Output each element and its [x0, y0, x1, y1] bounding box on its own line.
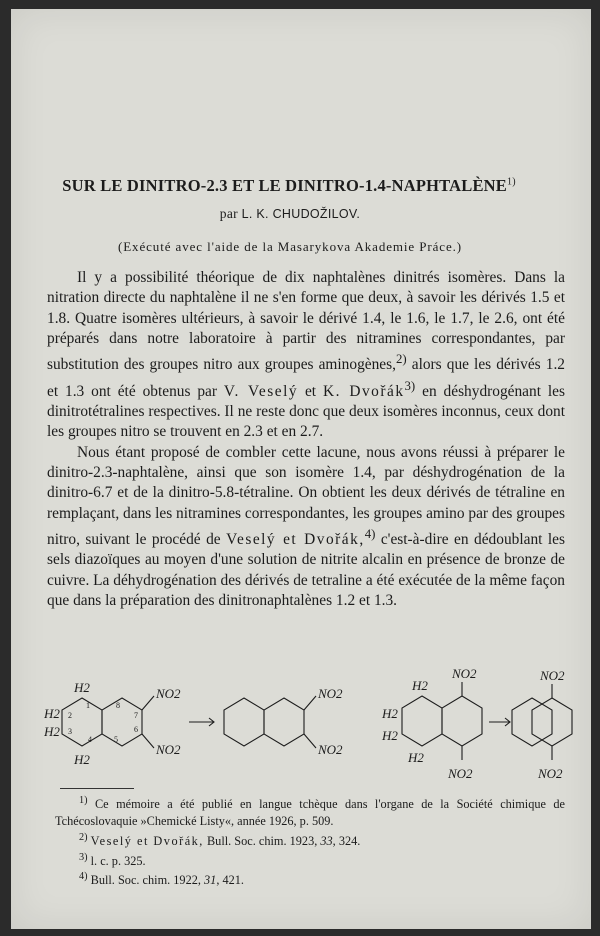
naphthalene-ring-right — [264, 698, 304, 746]
paragraph-1-text-c: et — [298, 382, 323, 400]
no2-label-1: NO2 — [156, 686, 181, 701]
no2-label-8: NO2 — [538, 766, 563, 781]
h2-label-left-1: H2 — [44, 706, 60, 721]
h2-label-top: H2 — [74, 680, 90, 695]
no2-label-7: NO2 — [540, 668, 565, 683]
footnote-4-mark: 4) — [79, 871, 88, 883]
reaction-formulas — [44, 668, 574, 786]
footnote-ref-4: 4) — [364, 526, 376, 541]
h2-label-r2-top: H2 — [412, 678, 428, 693]
no2-label-4: NO2 — [318, 742, 343, 757]
footnote-2-end: , 324. — [332, 833, 361, 848]
footnote-ref-2: 2) — [395, 352, 407, 367]
paragraph-2-text-a: Nous étant proposé de combler cette lacune, nous avons réussi à préparer le dinitro-2.3-naphtalène, ainsi que son isomère 1.4, par déshydrogénation de la dinitro-6.7 et de la dinitro-5.8-tétraline. On obtient les deux dérivés de tétraline en remplaçant, dans les nitramines correspondantes, les groupes amino par des groupes nitro, suivant le procédé de — [47, 443, 565, 548]
footnote-1-mark: 1) — [79, 795, 88, 806]
footnote-3 — [55, 850, 565, 870]
author-dvorak: K. Dvořák — [322, 382, 405, 400]
tetraline-58-ring-right — [442, 696, 482, 746]
author-prefix: par — [219, 206, 238, 221]
no2-label-6: NO2 — [448, 766, 473, 781]
footnote-4-text: Bull. Soc. chim. 1922, — [90, 873, 205, 888]
author-name: L. K. CHUDOŽILOV. — [241, 207, 361, 221]
ring-number-8: 8 — [116, 701, 120, 710]
title-text: SUR LE DINITRO-2.3 ET LE DINITRO-1.4-NAPHTALÈNE — [62, 176, 507, 195]
footnotes — [55, 793, 565, 889]
author-line — [0, 206, 580, 222]
footnote-4 — [55, 869, 565, 889]
tetraline-ring-left — [62, 698, 102, 746]
paragraph-2 — [47, 443, 565, 612]
no2-label-2: NO2 — [156, 742, 181, 757]
article-title — [0, 176, 589, 196]
tetraline-58-ring-left — [402, 696, 442, 746]
paragraph-1 — [47, 268, 565, 443]
footnote-ref-3: 3) — [404, 378, 416, 393]
footnote-2-volume: 33 — [320, 833, 333, 848]
no2-label-5: NO2 — [452, 668, 477, 681]
footnote-3-mark: 3) — [79, 851, 88, 863]
tetraline-ring-right — [102, 698, 142, 746]
article-body — [47, 268, 565, 611]
ring-number-5: 5 — [114, 735, 118, 744]
footnote-2-names: Veselý et Dvořák, — [90, 833, 204, 848]
h2-label-r2-left-2: H2 — [382, 728, 398, 743]
title-footnote-ref: 1) — [507, 176, 516, 188]
ring-number-7: 7 — [134, 711, 138, 720]
paragraph-1-text-b: alors que les dérivés 1.2 et 1.3 ont été obtenus par — [47, 356, 565, 400]
ring-number-3: 3 — [68, 727, 72, 736]
footnote-3-text: l. c. p. 325. — [90, 853, 146, 868]
footnote-4-end: , 421. — [216, 873, 244, 888]
h2-label-r2-left-1: H2 — [382, 706, 398, 721]
paragraph-1-text-d: en déshydrogénant les dinitrotétralines respectives. Il ne reste donc que deux isomères inconnus, ceux dont les groupes nitro se trouvent en 2.3 et en 2.7. — [47, 382, 565, 441]
footnote-1-text: Ce mémoire a été publié en langue tchèque dans l'organe de la Société chimique de Tchécoslovaquie »Chemické Listy«, année 1926, p. 509. — [55, 797, 565, 828]
footnote-2 — [55, 830, 565, 850]
ring-number-2: 2 — [68, 711, 72, 720]
h2-label-bottom: H2 — [74, 752, 90, 767]
ring-number-1: 1 — [86, 701, 90, 710]
footnote-rule — [60, 788, 134, 789]
paragraph-2-text-b: c'est-à-dire en dédoublant les sels diazoïques au moyen d'une solution de nitrite alcalin en présence de bronze de cuivre. La déhydrogénation des dérivés de tetraline a été exécutée de la même façon que dans la préparation des dinitronaphtalènes 1.2 et 1.3. — [47, 530, 565, 609]
ring-number-6: 6 — [134, 725, 138, 734]
author-vesely: V. Veselý — [223, 382, 299, 400]
footnote-4-volume: 31 — [204, 873, 217, 888]
authors-vesely-dvorak: Veselý et Dvořák, — [226, 530, 365, 548]
footnote-1 — [55, 793, 565, 830]
h2-label-r2-bottom: H2 — [408, 750, 424, 765]
paragraph-1-text-a: Il y a possibilité théorique de dix naphtalènes dinitrés isomères. Dans la nitration directe du naphtalène il ne s'en forme que deux, à savoir les dérivés 1.5 et 1.8. Quatre isomères ultérieurs, à savoir le dérivé 1.4, le 1.6, le 1.7, le 2.6, ont été préparés dans notre laboratoire à partir des nitramines correspondantes, par substitution des groupes nitro aux groupes aminogènes, — [47, 269, 565, 374]
ring-number-4: 4 — [88, 735, 92, 744]
no2-label-3: NO2 — [318, 686, 343, 701]
h2-label-left-2: H2 — [44, 724, 60, 739]
footnote-2-text: Bull. Soc. chim. 1923, — [203, 833, 321, 848]
funding-note: (Exécuté avec l'aide de la Masarykova Akademie Práce.) — [117, 239, 463, 254]
naphthalene-ring-left — [224, 698, 264, 746]
footnote-2-mark: 2) — [79, 831, 88, 843]
